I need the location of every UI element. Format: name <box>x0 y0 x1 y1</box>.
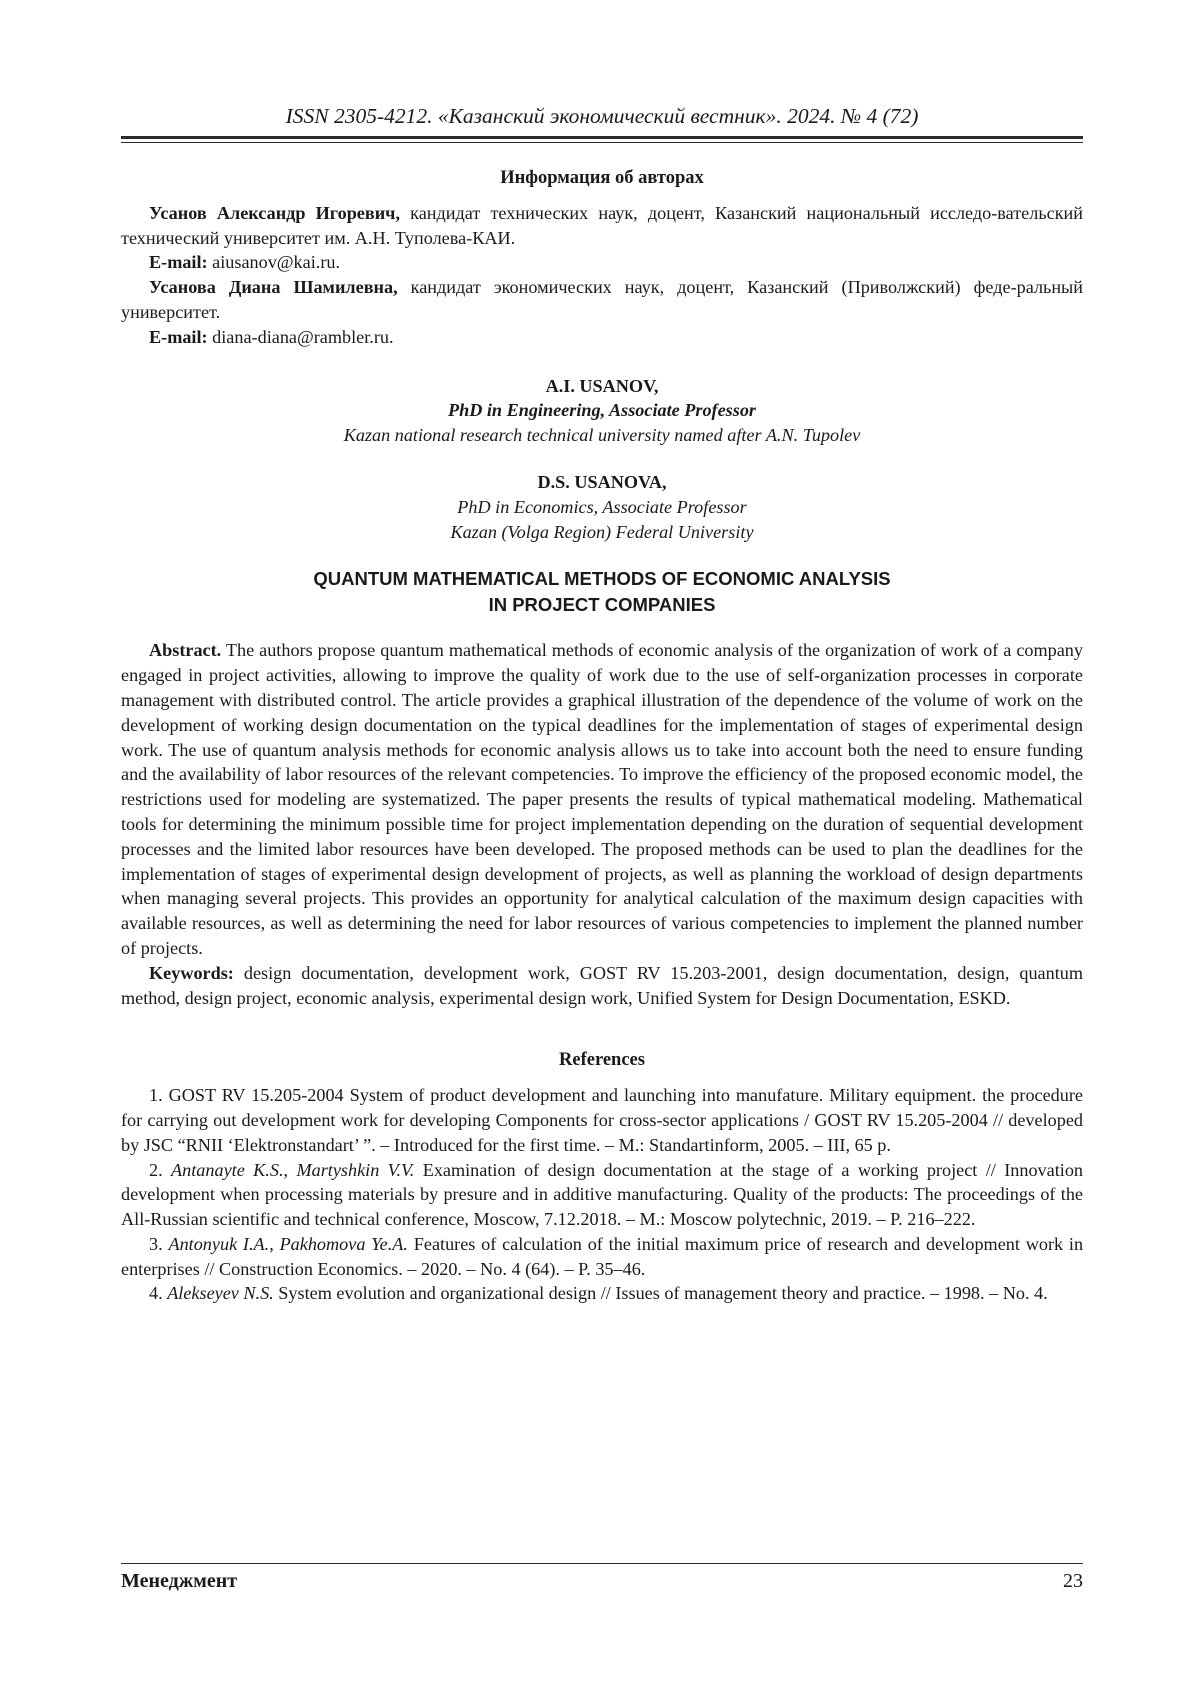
header-rule-thin <box>121 142 1083 143</box>
reference-2-num: 2. <box>149 1159 172 1180</box>
reference-2-author1: Antanayte K.S. <box>171 1159 284 1180</box>
en-author2-degree: PhD in Economics, Associate Professor <box>457 496 747 517</box>
footer-section: Менеджмент <box>121 1570 238 1592</box>
paper-title <box>121 566 1083 618</box>
keywords-label: Keywords: <box>149 962 234 983</box>
reference-1: 1. GOST RV 15.205-2004 System of product development and launching into manufature. Military equipment. the procedure for carrying out development work for developing Components for cross-sector applications / GOST RV 15.205-2004 // developed by JSC “RNII ‘Elektronstandart’ ”. – Introduced for the first time. – M.: Standartinform, 2005. – III, 65 p. <box>121 1085 1083 1155</box>
reference-2-text: Examination of design documentation at the stage of a working project // Innovation development when processing materials by presure and in additive manufacturing. Quality of the products: The proceedings of the All-Russian scientific and technical conference, Moscow, 7.12.2018. – M.: Moscow polytechnic, 2019. – P. 216–222. <box>121 1159 1084 1230</box>
authors-info-title: Информация об авторах <box>500 168 704 188</box>
author2-email: diana-diana@rambler.ru. <box>207 326 394 347</box>
author2-desc: кандидат экономических наук, доцент, Казанский (Приволжский) феде-ральный университет. <box>121 277 1084 322</box>
keywords <box>121 961 1083 1011</box>
reference-4-text: System evolution and organizational design // Issues of management theory and practice. – 1998. – No. 4. <box>273 1283 1048 1304</box>
reference-3-author1: Antonyuk I.A. <box>168 1233 270 1254</box>
author2-email-line <box>121 325 1083 350</box>
reference-3-sep: , <box>269 1233 280 1254</box>
footer-rule <box>121 1563 1083 1564</box>
abstract-text: The authors propose quantum mathematical methods of economic analysis of the organization of work of a company engaged in project activities, allowing to improve the quality of work due to the use of self-organization processes in corporate management with distributed control. The article provides a graphical illustration of the dependence of the volume of work on the development of working design documentation on the typical deadlines for the implementation of stages of experimental design work. The use of quantum analysis methods for economic analysis allows us to take into account both the need to ensure funding and the availability of labor resources of the relevant competencies. To improve the efficiency of the proposed economic model, the restrictions used for modeling are systematized. The paper presents the results of typical mathematical modeling. Mathematical tools for determining the minimum possible time for project implementation depending on the duration of sequential development processes and the limited labor resources have been developed. The proposed methods can be used to plan the deadlines for the implementation of stages of experimental design development of projects, as well as planning the workload of design departments when managing several projects. This provides an opportunity for analytical calculation of the maximum design capacities with available resources, as well as determining the need for labor resources of various competencies to implement the planned number of projects. <box>121 640 1083 958</box>
en-author2-name: D.S. USANOVA, <box>537 471 667 492</box>
en-author1-degree: PhD in Engineering, Associate Professor <box>447 400 757 421</box>
reference-3 <box>121 1232 1083 1282</box>
author1-desc: кандидат технических наук, доцент, Казанский национальный исследо-вательский технический университет им. А.Н. Туполева-КАИ. <box>121 202 1083 248</box>
keywords-text: design documentation, development work, GOST RV 15.203-2001, design documentation, design, quantum method, design project, economic analysis, experimental design work, Unified System for Design Documentation, ESKD. <box>121 962 1083 1008</box>
reference-3-text: Features of calculation of the initial maximum price of research and development work in enterprises // Construction Economics. – 2020. – No. 4 (64). – P. 35–46. <box>121 1233 1084 1279</box>
author1-name: Усанов Александр Игоревич, <box>149 202 400 223</box>
reference-2-author2: Martyshkin V.V. <box>296 1159 415 1180</box>
reference-2-sep: , <box>283 1159 297 1180</box>
abstract-label: Abstract. <box>149 640 222 661</box>
en-author1-name: A.I. USANOV, <box>545 375 659 396</box>
paper-title-line1: QUANTUM MATHEMATICAL METHODS OF ECONOMIC ANALYSIS <box>313 568 891 590</box>
page-number: 23 <box>1063 1570 1083 1592</box>
author2-info <box>121 275 1083 325</box>
author1-info <box>121 201 1083 251</box>
author1-email-label: E-mail: <box>149 252 208 273</box>
page-content <box>121 166 1083 1306</box>
en-author2-affiliation: Kazan (Volga Region) Federal University <box>450 521 754 542</box>
author2-email-label: E-mail: <box>149 326 208 347</box>
author1-email-line <box>121 250 1083 275</box>
reference-3-num: 3. <box>149 1233 169 1254</box>
reference-3-author2: Pakhomova Ye.A. <box>279 1233 408 1254</box>
abstract <box>121 638 1083 960</box>
paper-title-line2: IN PROJECT COMPANIES <box>488 594 716 616</box>
author2-name: Усанова Диана Шамилевна, <box>149 277 398 298</box>
reference-2 <box>121 1158 1083 1232</box>
references-title: References <box>559 1050 645 1071</box>
header-rule-thick <box>121 136 1083 139</box>
en-author1-affiliation: Kazan national research technical university named after A.N. Tupolev <box>343 425 861 446</box>
running-header: ISSN 2305-4212. «Казанский экономический вестник». 2024. № 4 (72) <box>285 104 919 128</box>
author1-email: aiusanov@kai.ru. <box>207 252 341 273</box>
running-footer <box>121 1570 1083 1593</box>
reference-4-author1: Alekseyev N.S. <box>167 1283 274 1304</box>
reference-4 <box>121 1281 1083 1306</box>
reference-4-num: 4. <box>149 1283 168 1304</box>
